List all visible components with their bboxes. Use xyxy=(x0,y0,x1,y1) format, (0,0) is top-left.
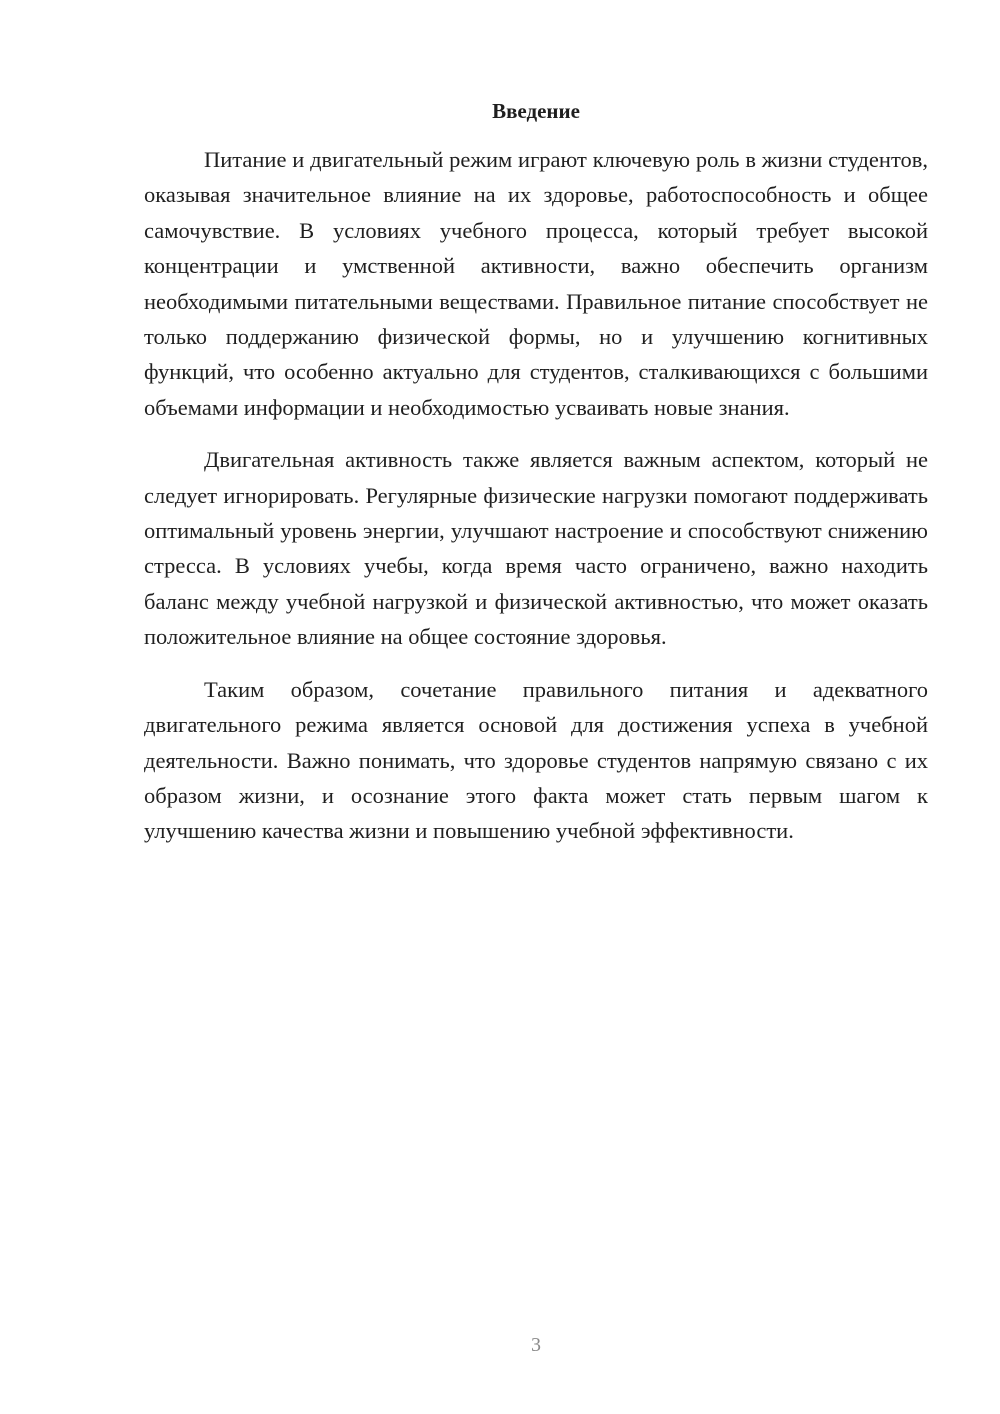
paragraph-2: Двигательная активность также является важным аспектом, который не следует игнорировать. Регулярные физические нагрузки помогают поддерживать оптимальный уровень энергии, улучшают настроение и способствуют снижению стресса. В условиях учебы, когда время часто ограничено, важно находить баланс между учебной нагрузкой и физической активностью, что может оказать положительное влияние на общее состояние здоровья. xyxy=(144,447,928,650)
page-number: 3 xyxy=(531,1334,541,1356)
paragraph-1: Питание и двигательный режим играют ключевую роль в жизни студентов, оказывая значительное влияние на их здоровье, работоспособность и общее самочувствие. В условиях учебного процесса, который требует высокой концентрации и умственной активности, важно обеспечить организм необходимыми питательными веществами. Правильное питание способствует не только поддержанию физической формы, но и улучшению когнитивных функций, что особенно актуально для студентов, сталкивающихся с большими объемами информации и необходимостью усваивать новые знания. xyxy=(144,147,928,420)
page-content xyxy=(144,96,928,849)
paragraph-3: Таким образом, сочетание правильного питания и адекватного двигательного режима является основой для достижения успеха в учебной деятельности. Важно понимать, что здоровье студентов напрямую связано с их образом жизни, и осознание этого факта может стать первым шагом к улучшению качества жизни и повышению учебной эффективности. xyxy=(144,676,928,844)
section-heading: Введение xyxy=(492,99,580,123)
